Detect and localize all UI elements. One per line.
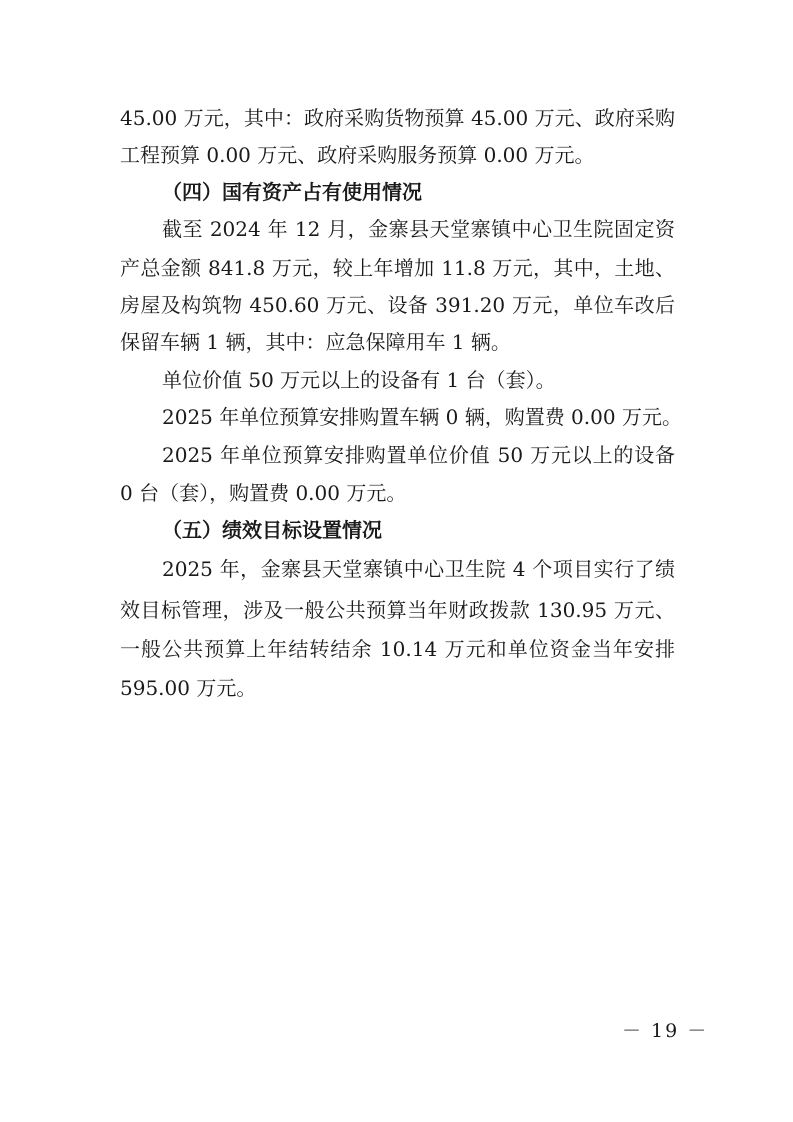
page-number: － 19 － — [622, 1020, 709, 1042]
body-text-line: 2025 年，金寨县天堂寨镇中心卫生院 4 个项目实行了绩 — [162, 557, 675, 581]
body-text-line: 2025 年单位预算安排购置单位价值 50 万元以上的设备 — [162, 443, 675, 467]
body-text-line: 595.00 万元。 — [120, 676, 257, 700]
section-heading-assets: （四）国有资产占有使用情况 — [162, 180, 422, 204]
body-text-line: 截至 2024 年 12 月，金寨县天堂寨镇中心卫生院固定资 — [162, 217, 675, 241]
body-text-line: 效目标管理，涉及一般公共预算当年财政拨款 130.95 万元、 — [120, 598, 675, 622]
body-text-line: 单位价值 50 万元以上的设备有 1 台（套）。 — [162, 368, 556, 392]
body-text-line: 工程预算 0.00 万元、政府采购服务预算 0.00 万元。 — [120, 143, 595, 167]
body-text-line: 房屋及构筑物 450.60 万元、设备 391.20 万元，单位车改后 — [120, 293, 675, 317]
body-text-line: 一般公共预算上年结转结余 10.14 万元和单位资金当年安排 — [120, 637, 675, 661]
body-text-line: 45.00 万元，其中：政府采购货物预算 45.00 万元、政府采购 — [120, 106, 675, 130]
body-text-line: 产总金额 841.8 万元，较上年增加 11.8 万元，其中，土地、 — [120, 256, 675, 280]
body-text-line: 2025 年单位预算安排购置车辆 0 辆，购置费 0.00 万元。 — [162, 405, 682, 429]
section-heading-performance: （五）绩效目标设置情况 — [162, 518, 382, 542]
body-text-line: 保留车辆 1 辆，其中：应急保障用车 1 辆。 — [120, 330, 511, 354]
body-text-line: 0 台（套），购置费 0.00 万元。 — [120, 481, 407, 505]
